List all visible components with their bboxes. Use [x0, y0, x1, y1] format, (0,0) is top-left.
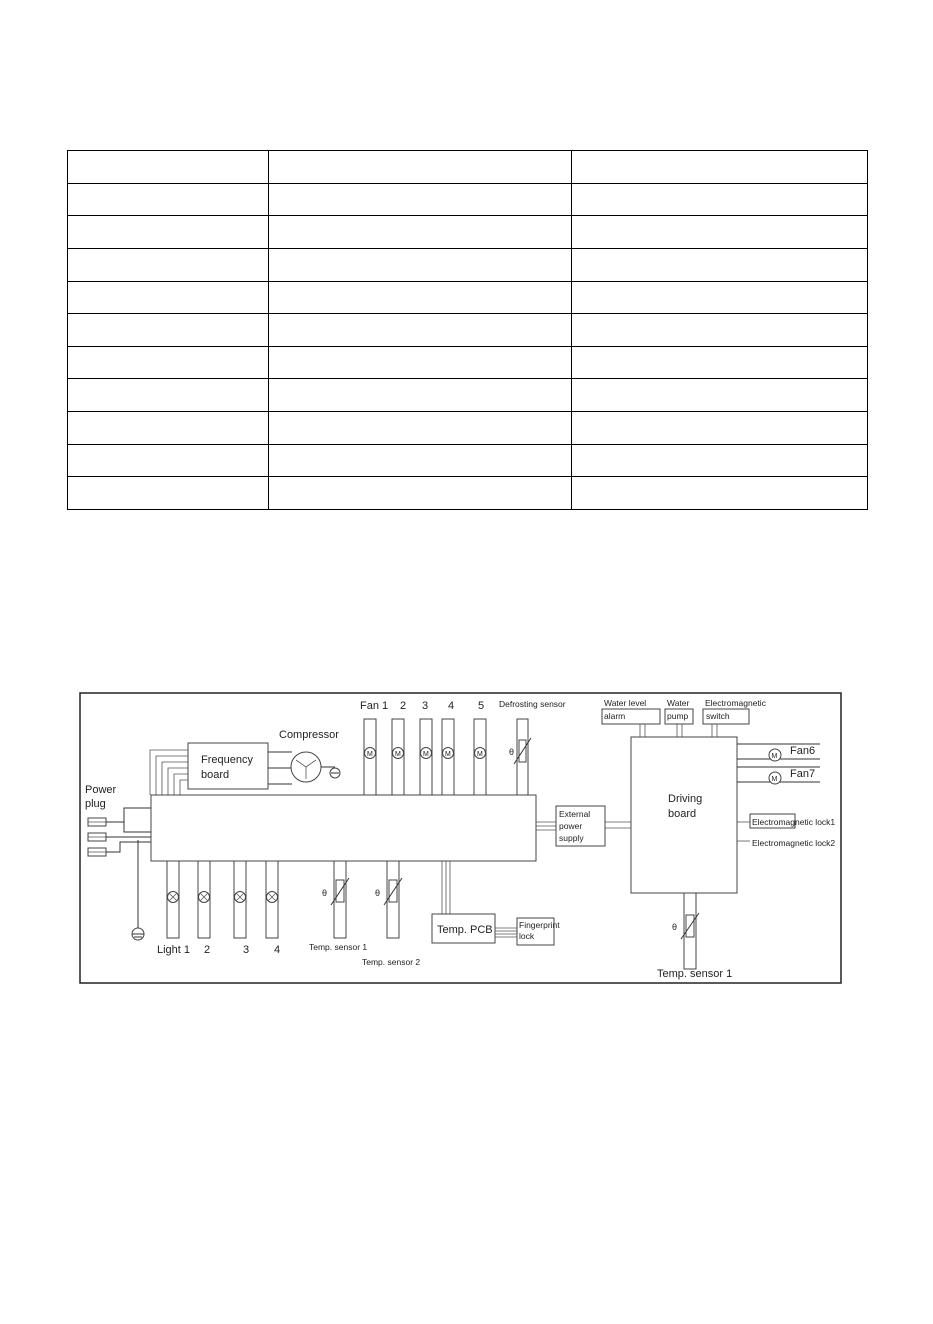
frequency-board-label-line2: board [201, 769, 230, 781]
driving-board-label-line1: Driving [668, 793, 703, 805]
svg-text:θ: θ [509, 747, 515, 757]
svg-text:M: M [423, 751, 429, 758]
svg-text:θ: θ [672, 922, 678, 932]
water-level-alarm-label: alarm [604, 711, 626, 721]
fan-4-label: 4 [448, 700, 455, 712]
fan-5-motor [474, 719, 486, 795]
electromagnetic-switch-label: switch [706, 711, 730, 721]
main-control-board [151, 795, 536, 861]
svg-text:θ: θ [375, 888, 381, 898]
fan-1-label: Fan 1 [360, 700, 389, 712]
svg-text:M: M [477, 751, 483, 758]
svg-text:M: M [367, 751, 373, 758]
fan7-label: Fan7 [790, 768, 816, 780]
svg-text:M: M [445, 751, 451, 758]
temp-pcb-label: Temp. PCB [437, 924, 493, 936]
driving-board-label-line2: board [668, 808, 697, 820]
temp-sensor-1-label: Temp. sensor 1 [309, 942, 368, 952]
frequency-board-box [188, 743, 268, 789]
fan-1-motor [364, 719, 376, 795]
temp-sensor-2-label: Temp. sensor 2 [362, 957, 421, 967]
right-temp-sensor-label: Temp. sensor 1 [657, 968, 733, 980]
power-plug-label-line1: Power [85, 784, 117, 796]
light-1-label: Light 1 [157, 944, 191, 956]
external-power-supply-line1: External [559, 809, 591, 819]
light-1-lamp [167, 861, 179, 938]
electromagnetic-lock2-label: Electromagnetic lock2 [752, 838, 836, 848]
water-label: Water [667, 698, 690, 708]
water-level-label: Water level [604, 698, 647, 708]
external-power-supply-line2: power [559, 821, 583, 831]
external-power-supply-line3: supply [559, 833, 584, 843]
electromagnetic-lock1-label: Electromagnetic lock1 [752, 817, 836, 827]
light-4-lamp [266, 861, 278, 938]
fingerprint-lock-label-line2: lock [519, 931, 535, 941]
fan6-label: Fan6 [790, 745, 816, 757]
fan-3-label: 3 [422, 700, 429, 712]
fan-2-label: 2 [400, 700, 407, 712]
frequency-board-label-line1: Frequency [201, 754, 253, 766]
compressor-label: Compressor [279, 729, 339, 741]
svg-text:θ: θ [322, 888, 328, 898]
electromagnetic-label: Electromagnetic [705, 698, 766, 708]
svg-text:M: M [771, 753, 778, 760]
light-3-label: 3 [243, 944, 250, 956]
defrosting-sensor-label: Defrosting sensor [499, 699, 566, 709]
svg-text:M: M [395, 751, 401, 758]
light-2-lamp [198, 861, 210, 938]
fan-5-label: 5 [478, 700, 485, 712]
fan-3-motor [420, 719, 432, 795]
svg-text:M: M [771, 776, 778, 783]
fan-4-motor [442, 719, 454, 795]
fingerprint-lock-label-line1: Fingerprint [519, 920, 560, 930]
power-plug-label-line2: plug [85, 798, 106, 810]
light-4-label: 4 [274, 944, 281, 956]
water-pump-label: pump [667, 711, 689, 721]
fan-2-motor [392, 719, 404, 795]
light-3-lamp [234, 861, 246, 938]
light-2-label: 2 [204, 944, 211, 956]
